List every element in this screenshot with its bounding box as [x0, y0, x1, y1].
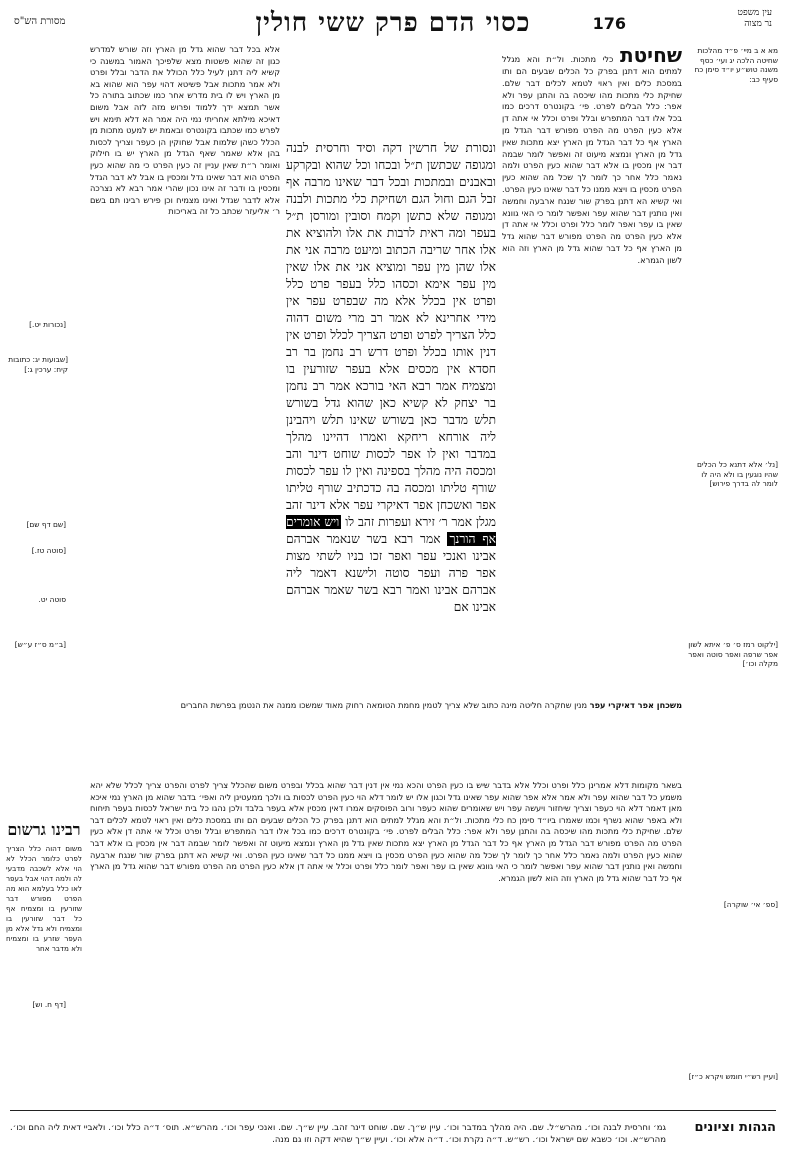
gemara-text-mid: אימא וכסהו כלל בעפר פרט כלל ופרט אין בכלל אלא מה שבפרט עפר אין מידי אחרינא לא אמר רב מרי משום דהוה כלל הצריך לפרט ופרט הצריך לכלל ופרט אין דנין אותו בכלל ופרט דרש רב נחמן בר רב חסדא אין מכסים אלא בעפר שזורעין בו ומצמיח אמר רבא האי בורכא אמר רב נחמן בר יצחק לא קשיא כאן שהוא גדל — [286, 277, 496, 410]
page-number: 176 — [592, 14, 626, 33]
ein-mishpat-label: עין משפט — [737, 8, 772, 18]
right-margin-note-text: [ילקוט רמז ס׳ פ׳ איתא לשון אפר שרפה ואפר סוטה ואפר מקלה וכו׳] — [688, 640, 778, 668]
right-margin-note-2 — [686, 640, 778, 669]
right-margin-note-3 — [686, 900, 778, 910]
lower-commentary-text: בשאר מקומות דלא אמרינן כלל ופרט וכלל אלא בדבר שיש בו כעין הפרט והכא נמי אין דנין דבר שהוא בכלל ובפרט משום שהכלל צריך לפרט והפרט צריך לכלל שלא יהא משמע כל דבר שהוא עפר ולא אמר אלא אפר שהוא עפר שאינו גדל וכגון אלו יש לומר דלא הוי כעין הפרט לכסות בו ולכך ממעטינן ליה ואפי׳ בדבר שהוא מן הארץ נמי איכא מאן דאמר דלא הוי כעפר וצריך שיחזור ויעשה עפר ויש שאומרים שהוא כעפר ורוב הפוסקים אמרו דאין מכסין אלא בעפר בלבד ולכן נהגו כל בית ישראל לכסות בעפר תיחוח ולא באפר שהוא נשרף וכמו שאמרו ביו״ד סימן כח — [90, 780, 682, 825]
ein-mishpat-note — [686, 46, 778, 136]
gemara-text-low: בשורש תלש מדבר כאן בשורש שאינו תלש ויהבינן ליה אורחא ריחקא ואמרו דהיינו מהלך במדבר ואין לו אפר לכסות שוחט דינר והב ומכסה היה מהלך בספינה ואין לו עפר לכסות שורף טליתו ומכסה בה כדכתיב שורף טליתו אפר ואשכחן אפר דאיקרי עפר אלא דינר זהב מגלן אמר ר׳ זירא ועפרות זהב לו — [286, 396, 496, 529]
ein-mishpat-header — [738, 8, 772, 30]
left-margin-note-text: [שבועות יג: כתובות קיח: ערכין ג:] — [8, 355, 68, 374]
right-margin-note-text: [ספ׳ אי׳ שוקרה] — [723, 900, 778, 909]
left-margin-note-text: [נכורות יט.] — [29, 320, 66, 329]
lower-commentary — [90, 780, 682, 1102]
left-margin-note-text: [שם דף שם] — [26, 520, 66, 529]
lower-commentary-text-continued: כלי מתכות. ול״ת והא מגלל למתים הוא דתנן בפרק כל הכלים שבעים הם ותו במסכת כלים ואין ראוי לטמא לכלים דבר שלם. שחיקת כלי מתכות מהו שיכסה בה והתנן עפר ולא אפר: כלל הבלים לפרט. פי׳ בקונטרס דרכים כמו בכל אלו דבר המתפרש ובלל ופרט וכלל אי אתה דן אלא כעין הפרט מה הפרט מפורש דבר הגדל מן הארץ אף כל דבר הגדל מן הארץ יצא מתכות שאין גדל מן הארץ ונמצא מיעוט זה ואפשר לומר שבמה דבר אין מכסין בו אלא דבר שהוא כעין הפרט ולמה נאמר כלל אחר כך לומר לך שכל מה שהוא כעין הפרט מכסין בו ויצא ממנו כל דבר שאינו כעין הפרט. ואי קשיא הא דתנן בפרק שור שנגח ארבעה וחמשה ואין נותנין דבר שהוא עפר ואפשר לומר כי האי גוונא שאין בו עפר ואפר לומר כלל ופרט וכלל אי אתה דן אלא כעין הפרט מה הפרט מפורש דבר שהוא גדל מן הארץ אף כל דבר שהוא גדל מן הארץ וזה הוא לשון הגמרא. — [90, 814, 682, 883]
footer-divider — [10, 1110, 776, 1111]
mishnah-text: מנין שחקרה חליטה מינה כתוב שלא צריך לטמין מחמת הטומאה רחוק מאוד שמשכו ממנה את הנטמן בפרשת החברים — [180, 700, 588, 710]
left-margin-note-6 — [6, 640, 66, 650]
left-margin-note-2 — [6, 355, 68, 374]
right-margin-note-text: [נל׳ אלא דתנא כל הכלים שהיו נוגעין בו ולא היה לו לומר לה בדרך פירוש] — [697, 460, 778, 488]
hagahot-footer — [10, 1120, 776, 1154]
ner-mitzvah-label: נר מצוה — [744, 19, 772, 29]
rashi-opening-word: שחיטת — [619, 44, 682, 67]
gemara-text-top: ונסורת של חרשין דקה וסיד וחרסית לבנה ומגופה שכתשן ת״ל ובכחו וכל שהוא ובקרקע ובאבנים ובמתכות ובכל דבר שאינו מרבה אף זבל הגם וחול הגם ושחיקת כלי מתכות ולבנה ומגופה שלא כתשן וקמח וסובין ומורסן ת״ל בעפר ומה ראית לרבות את אלו ולהוציא את אלו אחר שריבה הכתוב ומיעט מרבה אני את אלו שהן מין עפר ומוציא אני את אלו שאין מין עפר — [286, 141, 496, 291]
page-title: כסוי הדם פרק ששי חולין — [255, 8, 531, 38]
rabbenu-gershom-title: רבינו גרשום — [7, 820, 81, 839]
rabbenu-gershom-text: משום דהוה כלל הצריך לפרט כלומר הכלל לא הוי אלא לשכבה מדבעי לה ולמה דהוי אבל בעפר לאו כלל בעלמא הוא מה הפרט מפורש דבר שזורעין בו ומצמיח אף כל דבר שזורעין בו ומצמיח ולא גדל אלא מן העפר שזרע בו ומצמיח ולא מדבר אחר — [6, 844, 82, 953]
footer-text: גמ׳ וחרסית לבנה וכו׳. מהרש״ל. שם. היה מהלך במדבר וכו׳. עיין ש״ך. שם. שוחט דינר זהב. עיין ש״ך. שם. ואנכי עפר וכו׳. מהרש״א. תוס׳ ד״ה כלל וכו׳. ולאביי דאית ליה החם וכו׳. מהרש״א. וכו׳ כשבא שם ישראל וכו׳. רש״ש. ד״ה נקרת וכו׳. ד״ה אלא וכו׳. ועיין ש״ך שהיא דקה וזו גם מנה. — [10, 1123, 666, 1145]
left-margin-note-4 — [6, 546, 66, 556]
right-margin-note-1 — [686, 460, 778, 489]
footer-title: הגהות וציונים — [694, 1120, 776, 1135]
right-margin-note-text: [ועיין רש״י חומש ויקרא כ״ז] — [688, 1072, 778, 1081]
masoret-hashas-label: מסורת הש"ס — [14, 16, 66, 27]
gemara-main-text — [286, 140, 496, 692]
rashi-text: כלי מתכות. ול״ת והא מגלל למתים הוא דתנן בפרק כל הכלים שבעים הם ותו במסכת כלים ואין ראוי לטמא לכלים דבר שלם. שחיקת כלי מתכות מהו שיכסה בה והתנן עפר ולא אפר: כלל הבלים לפרט. פי׳ בקונטרס דרכים כמו בכל אלו דבר המתפרש ובלל ופרט וכלל אי אתה דן אלא כעין הפרט מה הפרט מפורש דבר הגדל מן הארץ אף כל דבר הגדל מן הארץ יצא מתכות שאין גדל מן הארץ ונמצא מיעוט זה ואפשר לומר שבמה דבר אין מכסין בו אלא דבר שהוא כעין הפרט ולמה נאמר כלל אחר כך לומר לך שכל מה שהוא כעין הפרט מכסין בו ויצא ממנו כל דבר שאינו כעין הפרט. ואי קשיא הא דתנן בפרק שור שנגח ארבעה וחמשה ואין נותנין דבר שהוא עפר ואפשר לומר כי האי גוונא שאין בו עפר ואפר לומר כלל ופרט וכלל אי אתה דן אלא כעין הפרט מה הפרט מפורש דבר שהוא גדל מן הארץ אף כל דבר שהוא גדל מן הארץ וזה הוא לשון הגמרא. — [502, 54, 682, 265]
mishnah-label: משכחן אפר דאיקרי עפר — [589, 700, 682, 710]
right-margin-note-4 — [686, 1072, 778, 1082]
rashi-commentary — [502, 44, 682, 734]
left-margin-note-5 — [6, 595, 66, 605]
highlighted-phrase[interactable]: ויש אומרים אף הורנך — [286, 515, 496, 546]
mishnah-continuation — [90, 700, 682, 774]
left-margin-note-text: [ב״מ ס״ז ע״ש] — [14, 640, 66, 649]
left-margin-note-text: סוטה יט. — [38, 595, 66, 604]
tosafot-commentary — [90, 44, 280, 734]
left-margin-note-1 — [6, 320, 66, 330]
left-margin-note-text: [דף ח. וש] — [32, 1000, 66, 1009]
tosafot-text: אלא בכל דבר שהוא גדל מן הארץ וזה שורש למדרש כגון זה שהוא פשטות מצא שלפיכך האמור במשנה כי קשיא ליה דתנן לעיל כלל הכולל את הדבר ובלל ופרט ולא אמר מתכות אבל פשיטא דהוי עפר הוא שהוא בא מן הארץ ויש לו בית מדרש אחר כמו שכתוב בתורה כל אשר תמצא ידך ללמוד ופרוש מזה לזה אבל משום דאיכא מילתא אחריתי נמי היה אמר הא דלא תימא ויש לפרש כמו שכתבו בקונטרס ובאמת יש למעט מתכות מן הכלל כשהן שלמות אבל שחוקין הן כעפר וצריך לכסות בהן אלא שאמר שאף הגדל מן הארץ יש בו חילוק ואומר ר״ת שאין עניין זה כעין הפרט כי מה שהוא כעין הפרט הוא דבר שאינו גדל ומכסין בו אבל לא דבר הגדל ומכסין בו ודבר זה אינו נכון שהרי אמר רבא לא נצרכה אלא לדבר שגדל ואינו מצמיח וכן פירש רבינו תם בשם ר׳ אליעזר שכתב כל זה באריכות — [90, 44, 280, 217]
left-margin-note-text: [סוטה טז.] — [31, 546, 66, 555]
rabbenu-gershom-box — [6, 820, 82, 1050]
left-margin-note-3 — [6, 520, 66, 530]
gemara-text-end: אמר רבא בשר שנאמר אברהם אבינו ואנכי עפר ואפר זכו בניו לשתי מצות אפר פרה ועפר סוטה ולישנא דאמר ליה אברהם אבינו ואמר רבא בשר שאמר אברהם אבינו אם — [286, 532, 496, 614]
ein-mishpat-text: מא א ב מיי׳ פ״ד מהלכות שחיטה הלכה יג ועי׳ כסף משנה טוש״ע יו״ד סימן כח סעיף כב: — [694, 46, 778, 84]
page-header — [10, 6, 776, 40]
